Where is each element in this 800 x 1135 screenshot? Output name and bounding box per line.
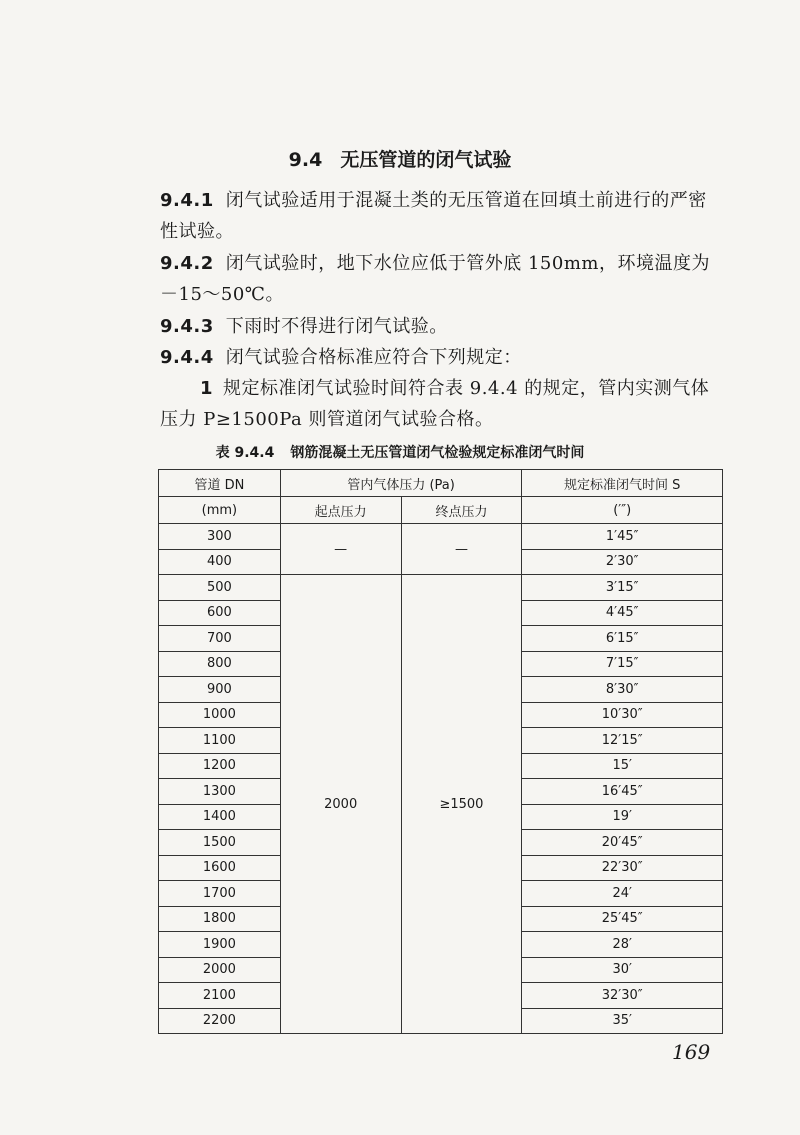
table-row (159, 524, 723, 550)
time-cell: 20′45″ (522, 830, 723, 856)
dn-cell: 1100 (159, 728, 281, 754)
dn-cell: 500 (159, 575, 281, 601)
end-pressure-merged: ≥1500 (401, 575, 522, 1034)
page-number: 169 (672, 1040, 711, 1064)
closed-air-time-table (158, 469, 723, 1034)
dn-cell: 1400 (159, 804, 281, 830)
clause-number: 9.4.1 (160, 190, 214, 211)
dn-cell: 400 (159, 549, 281, 575)
time-cell: 1′45″ (522, 524, 723, 550)
dn-cell: 700 (159, 626, 281, 652)
dn-cell: 900 (159, 677, 281, 703)
clause-text: 下雨时不得进行闭气试验。 (225, 316, 448, 337)
dn-cell: 1600 (159, 855, 281, 881)
clause-number: 9.4.2 (160, 253, 214, 274)
time-cell: 10′30″ (522, 702, 723, 728)
time-cell: 22′30″ (522, 855, 723, 881)
time-cell: 7′15″ (522, 651, 723, 677)
header-dn: 管道 DN (159, 470, 281, 497)
dn-cell: 1900 (159, 932, 281, 958)
end-pressure-dash: — (401, 524, 522, 575)
time-cell: 25′45″ (522, 906, 723, 932)
start-pressure-dash: — (280, 524, 401, 575)
time-cell: 6′15″ (522, 626, 723, 652)
table-caption (0, 442, 800, 462)
header-dn-unit: (mm) (159, 497, 281, 524)
time-cell: 16′45″ (522, 779, 723, 805)
time-cell: 2′30″ (522, 549, 723, 575)
time-cell: 28′ (522, 932, 723, 958)
clause-number: 9.4.4 (160, 347, 214, 368)
item-number: 1 (200, 378, 214, 399)
clause-number: 9.4.3 (160, 316, 214, 337)
header-time: 规定标准闭气时间 S (522, 470, 723, 497)
time-cell: 4′45″ (522, 600, 723, 626)
dn-cell: 2000 (159, 957, 281, 983)
dn-cell: 1000 (159, 702, 281, 728)
dn-cell: 1800 (159, 906, 281, 932)
header-time-unit: (′″) (522, 497, 723, 524)
dn-cell: 1700 (159, 881, 281, 907)
time-cell: 12′15″ (522, 728, 723, 754)
section-number: 9.4 (288, 149, 323, 171)
item-text: 规定标准闭气试验时间符合表 9.4.4 的规定，管内实测气体压力 P≥1500Pa 则管道闭气试验合格。 (160, 378, 710, 430)
time-cell: 19′ (522, 804, 723, 830)
dn-cell: 800 (159, 651, 281, 677)
header-pressure-group: 管内气体压力 (Pa) (280, 470, 522, 497)
dn-cell: 1200 (159, 753, 281, 779)
header-start-pressure: 起点压力 (280, 497, 401, 524)
section-title: 无压管道的闭气试验 (340, 149, 512, 171)
time-cell: 8′30″ (522, 677, 723, 703)
time-cell: 32′30″ (522, 983, 723, 1009)
section-heading (0, 145, 800, 172)
item-1 (160, 373, 725, 435)
dn-cell: 300 (159, 524, 281, 550)
clause-text: 闭气试验适用于混凝土类的无压管道在回填土前进行的严密性试验。 (160, 190, 707, 242)
time-cell: 24′ (522, 881, 723, 907)
dn-cell: 2200 (159, 1008, 281, 1034)
clause-9-4-1 (160, 185, 725, 247)
header-end-pressure: 终点压力 (401, 497, 522, 524)
time-cell: 15′ (522, 753, 723, 779)
clause-text: 闭气试验合格标准应符合下列规定： (225, 347, 522, 368)
table-caption-number: 表 9.4.4 (215, 445, 275, 461)
clause-9-4-2 (160, 248, 725, 310)
clause-9-4-3 (160, 311, 725, 342)
dn-cell: 2100 (159, 983, 281, 1009)
time-cell: 3′15″ (522, 575, 723, 601)
table-caption-text: 钢筋混凝土无压管道闭气检验规定标准闭气时间 (290, 445, 585, 461)
dn-cell: 1500 (159, 830, 281, 856)
start-pressure-merged: 2000 (280, 575, 401, 1034)
time-cell: 30′ (522, 957, 723, 983)
dn-cell: 1300 (159, 779, 281, 805)
clause-9-4-4 (160, 342, 725, 373)
clause-text: 闭气试验时，地下水位应低于管外底 150mm，环境温度为－15～50℃。 (160, 253, 710, 305)
time-cell: 35′ (522, 1008, 723, 1034)
table-row (159, 575, 723, 601)
dn-cell: 600 (159, 600, 281, 626)
